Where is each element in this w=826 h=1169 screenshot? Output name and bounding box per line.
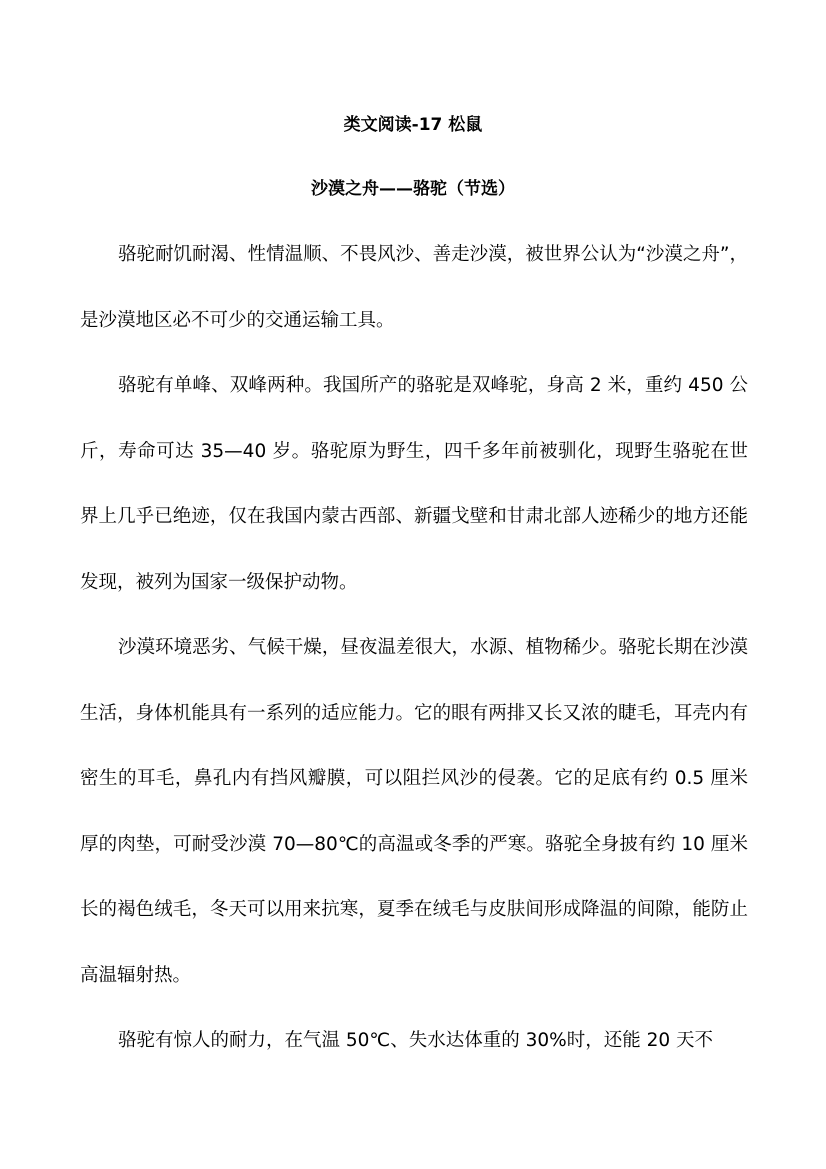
paragraph-1: 骆驼耐饥耐渴、性情温顺、不畏风沙、善走沙漠，被世界公认为“沙漠之舟”，是沙漠地区必不可少的交通运输工具。: [80, 244, 748, 331]
document-subtitle: 沙漠之舟——骆驼（节选）: [311, 179, 515, 199]
paragraph-3: 沙漠环境恶劣、气候干燥，昼夜温差很大，水源、植物稀少。骆驼长期在沙漠生活，身体机能具有一系列的适应能力。它的眼有两排又长又浓的睫毛，耳壳内有密生的耳毛，鼻孔内有挡风瓣膜，可以阻拦风沙的侵袭。它的足底有约 0.5 厘米厚的肉垫，可耐受沙漠 70—80℃的高温或冬季的严寒。骆驼全身披有约 10 厘米长的褐色绒毛，冬天可以用来抗寒，夏季在绒毛与皮肤间形成降温的间隙，能防止高温辐射热。: [80, 637, 748, 986]
document-body: [80, 222, 748, 1074]
paragraph-4: 骆驼有惊人的耐力，在气温 50℃、失水达体重的 30%时，还能 20 天不: [118, 1030, 714, 1051]
document-title: 类文阅读-17 松鼠: [343, 115, 483, 135]
paragraph-2: 骆驼有单峰、双峰两种。我国所产的骆驼是双峰驼，身高 2 米，重约 450 公斤，寿命可达 35—40 岁。骆驼原为野生，四千多年前被驯化，现野生骆驼在世界上几乎已绝迹，仅在我国内蒙古西部、新疆戈壁和甘肃北部人迹稀少的地方还能发现，被列为国家一级保护动物。: [80, 375, 748, 593]
